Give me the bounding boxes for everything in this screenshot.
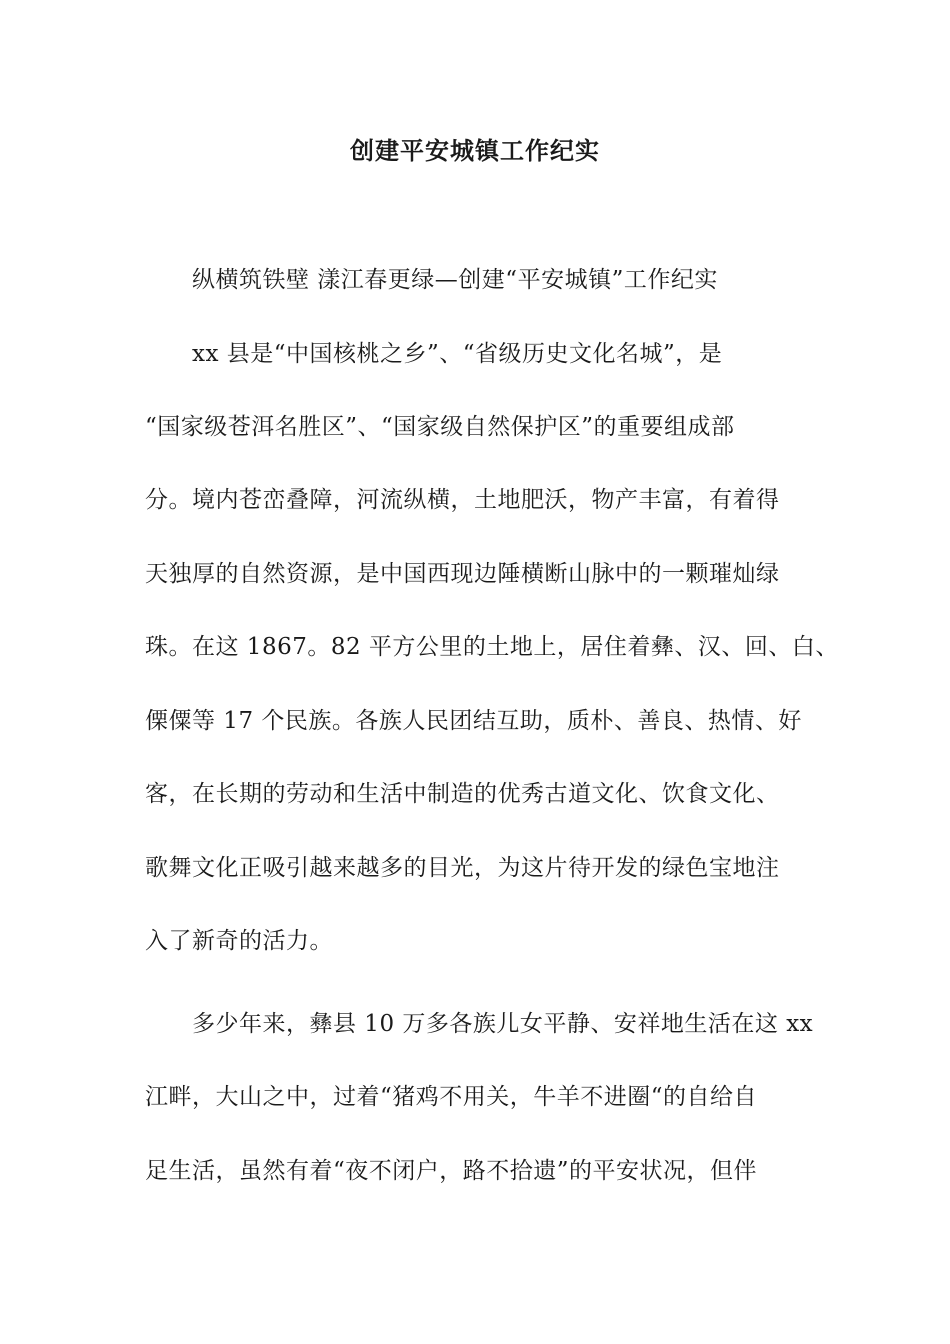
paragraph-line: “国家级苍洱名胜区”、“国家级自然保护区”的重要组成部 [145,414,735,440]
paragraph-line: 客，在长期的劳动和生活中制造的优秀古道文化、饮食文化、 [145,781,780,807]
paragraph-line: xx 县是“中国核桃之乡”、“省级历史文化名城”，是 [192,341,723,367]
paragraph-line: 傈僳等 17 个民族。各族人民团结互助，质朴、善良、热情、好 [145,708,802,734]
document-title: 创建平安城镇工作纪实 [350,136,600,165]
paragraph-line: 分。境内苍峦叠障，河流纵横，土地肥沃，物产丰富，有着得 [145,487,780,513]
paragraph-line: 入了新奇的活力。 [145,928,333,954]
paragraph-line: 江畔，大山之中，过着“猪鸡不用关，牛羊不进圈“的自给自 [145,1084,758,1110]
paragraph-line: 珠。在这 1867。82 平方公里的土地上，居住着彝、汉、回、白、 [145,634,839,660]
subtitle-line: 纵横筑铁壁 漾江春更绿—创建“平安城镇”工作纪实 [192,267,718,293]
paragraph-line: 歌舞文化正吸引越来越多的目光，为这片待开发的绿色宝地注 [145,855,780,881]
paragraph-line: 天独厚的自然资源，是中国西现边陲横断山脉中的一颗璀灿绿 [145,561,780,587]
paragraph-line: 多少年来，彝县 10 万多各族儿女平静、安祥地生活在这 xx [192,1011,814,1037]
paragraph-line: 足生活，虽然有着“夜不闭户，路不拾遗”的平安状况，但伴 [145,1158,758,1184]
